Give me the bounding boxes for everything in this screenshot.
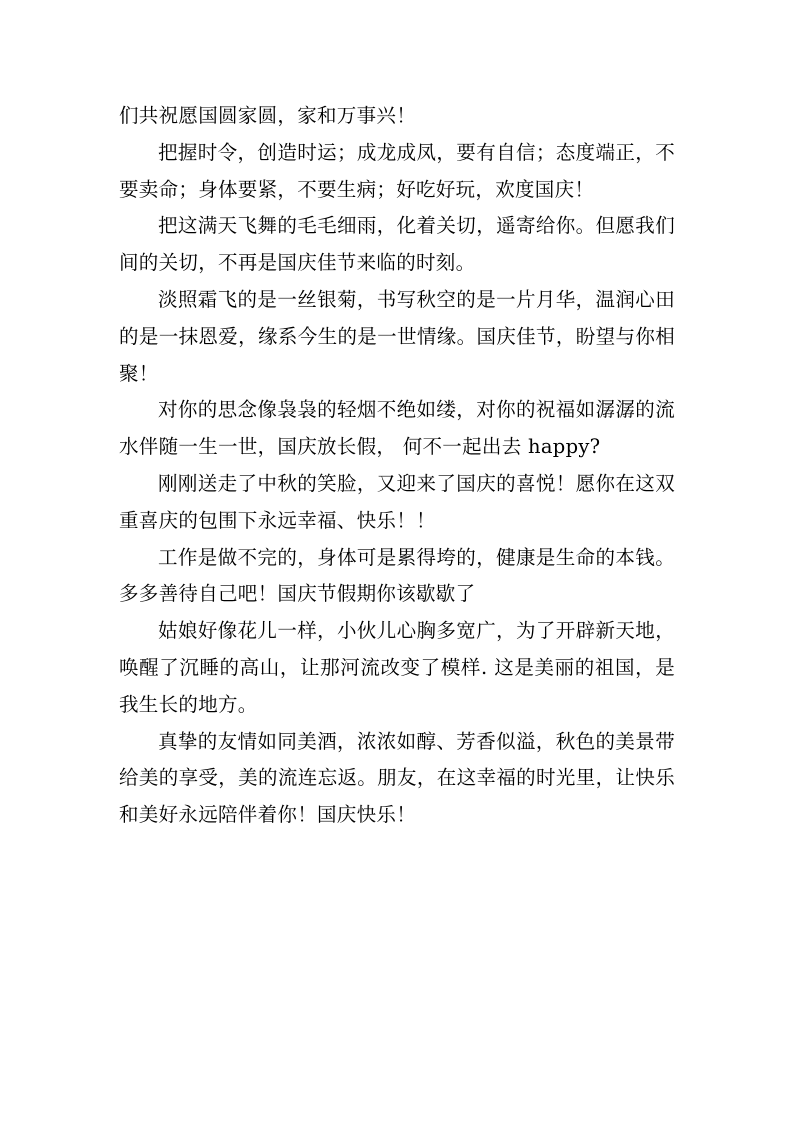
document-body bbox=[119, 98, 675, 834]
paragraph: 工作是做不完的，身体可是累得垮的，健康是生命的本钱。多多善待自己吧！国庆节假期你该歇歇了 bbox=[119, 545, 675, 606]
paragraph: 姑娘好像花儿一样，小伙儿心胸多宽广，为了开辟新天地，唤醒了沉睡的高山，让那河流改变了模样. 这是美丽的祖国，是我生长的地方。 bbox=[119, 619, 675, 716]
paragraph: 刚刚送走了中秋的笑脸，又迎来了国庆的喜悦！愿你在这双重喜庆的包围下永远幸福、快乐！！ bbox=[119, 471, 675, 532]
paragraph: 把这满天飞舞的毛毛细雨，化着关切，遥寄给你。但愿我们间的关切，不再是国庆佳节来临的时刻。 bbox=[119, 214, 675, 275]
paragraph: 真挚的友情如同美酒，浓浓如醇、芳香似溢，秋色的美景带给美的享受，美的流连忘返。朋友，在这幸福的时光里，让快乐和美好永远陪伴着你！国庆快乐！ bbox=[119, 729, 675, 827]
paragraph: 对你的思念像袅袅的轻烟不绝如缕，对你的祝福如潺潺的流水伴随一生一世，国庆放长假， 何不一起出去 happy? bbox=[119, 398, 675, 459]
paragraph-continuation: 们共祝愿国圆家圆，家和万事兴！ bbox=[119, 104, 417, 127]
paragraph: 淡照霜飞的是一丝银菊，书写秋空的是一片月华，温润心田的是一抹恩爱，缘系今生的是一世情缘。国庆佳节，盼望与你相聚！ bbox=[119, 287, 675, 385]
paragraph: 把握时令，创造时运；成龙成凤，要有自信；态度端正，不要卖命；身体要紧，不要生病；好吃好玩，欢度国庆！ bbox=[119, 140, 675, 201]
